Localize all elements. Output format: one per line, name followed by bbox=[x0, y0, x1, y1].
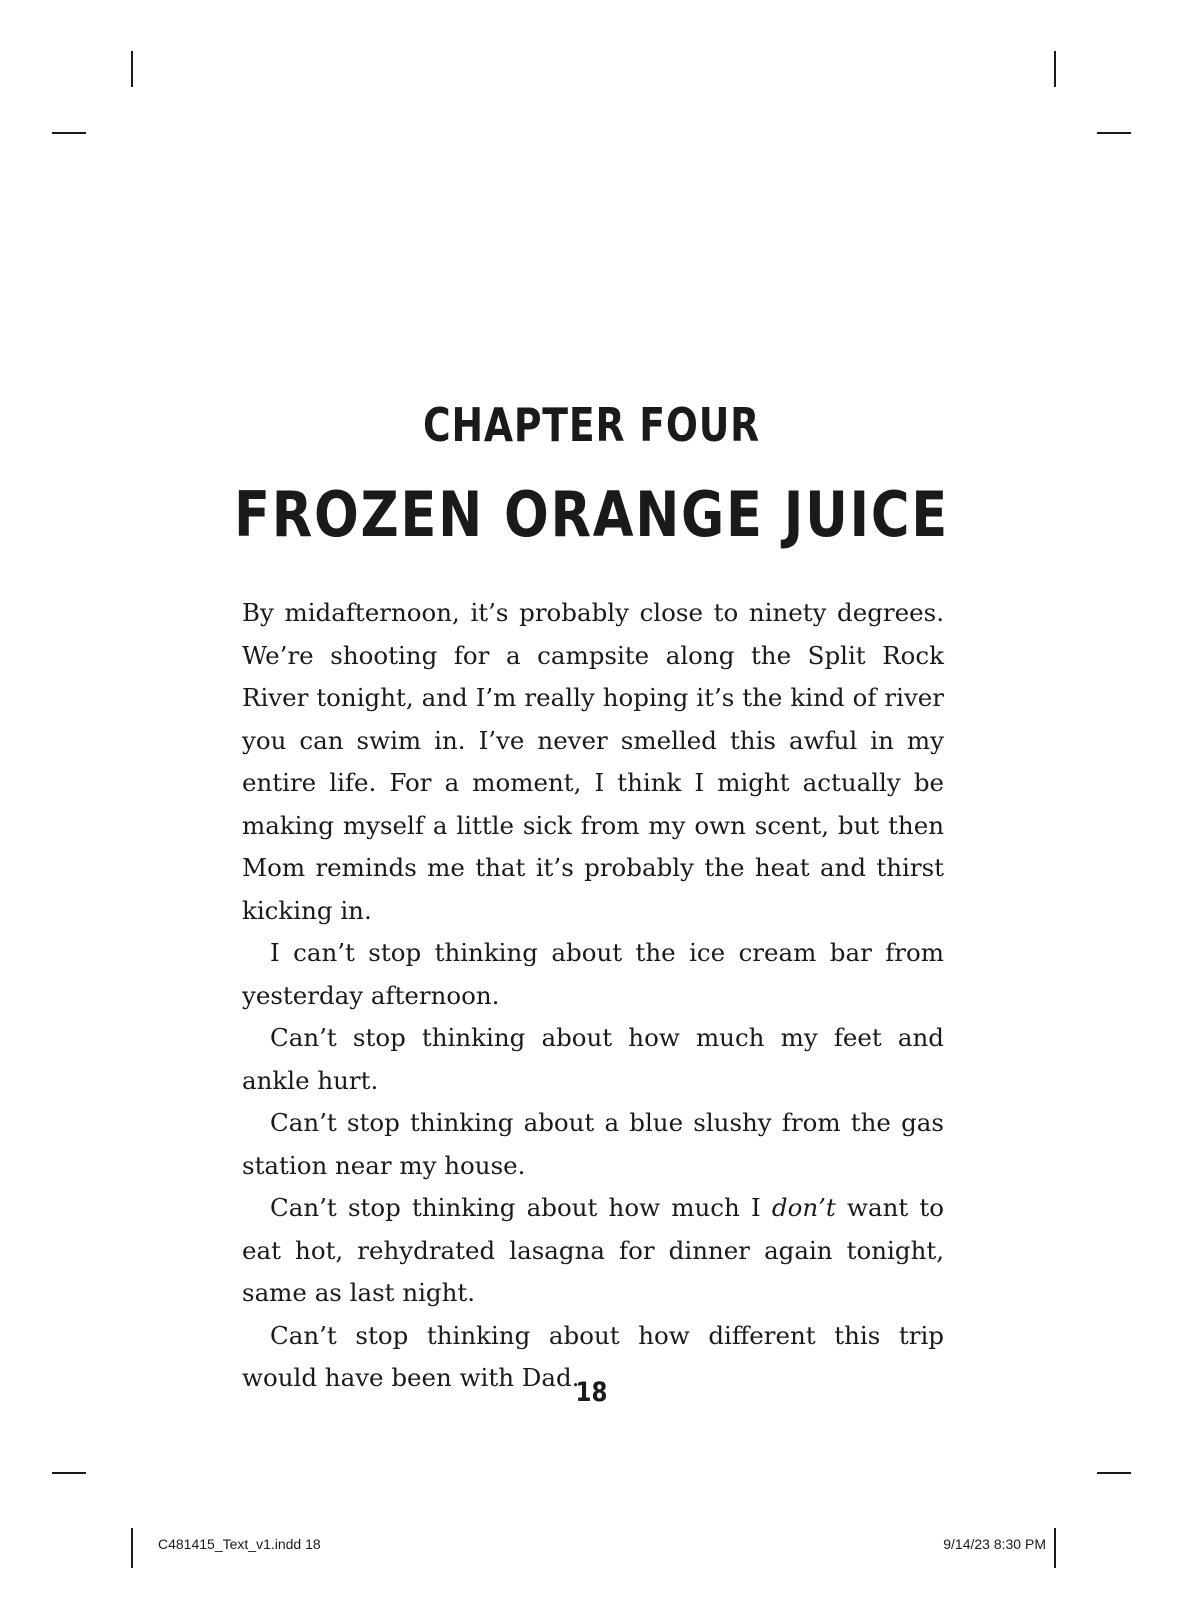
paragraph-5 bbox=[242, 1187, 944, 1315]
paragraph-5-start: Can’t stop thinking about how much I bbox=[270, 1193, 772, 1222]
paragraph-3: Can’t stop thinking about how much my feet and ankle hurt. bbox=[242, 1023, 944, 1095]
page-number: 18 bbox=[575, 1377, 608, 1408]
paragraph-5-emphasis: don’t bbox=[771, 1193, 836, 1222]
paragraph-4: Can’t stop thinking about a blue slushy from the gas station near my house. bbox=[242, 1108, 944, 1180]
crop-mark-bottom-left-horizontal bbox=[52, 1472, 86, 1474]
chapter-label: CHAPTER FOUR bbox=[422, 398, 761, 452]
slug-filename: C481415_Text_v1.indd 18 bbox=[158, 1536, 321, 1552]
crop-mark-top-left-horizontal bbox=[52, 132, 86, 134]
chapter-title: FROZEN ORANGE JUICE bbox=[234, 478, 949, 551]
crop-mark-bottom-right-horizontal bbox=[1097, 1472, 1131, 1474]
paragraph-5-end: want to eat hot, rehydrated lasagna for dinner again tonight, same as last night. bbox=[242, 1193, 945, 1307]
crop-mark-top-right-horizontal bbox=[1097, 132, 1131, 134]
crop-mark-bottom-right-vertical bbox=[1054, 1528, 1056, 1568]
body-text bbox=[242, 592, 944, 1400]
slug-timestamp: 9/14/23 8:30 PM bbox=[943, 1536, 1046, 1552]
paragraph-1: By midafternoon, it’s probably close to ninety degrees. We’re shooting for a campsite along the Split Rock River tonight, and I’m really hoping it’s the kind of river you can swim in. I’ve never smelled this awful in my entire life. For a moment, I think I might actually be making myself a little sick from my own scent, but then Mom reminds me that it’s probably the heat and thirst kicking in. bbox=[242, 598, 944, 925]
paragraph-6: Can’t stop thinking about how different this trip would have been with Dad. bbox=[242, 1320, 944, 1392]
crop-mark-top-left-vertical bbox=[131, 51, 133, 87]
crop-mark-top-right-vertical bbox=[1054, 51, 1056, 87]
paragraph-2: I can’t stop thinking about the ice cream bar from yesterday afternoon. bbox=[242, 938, 944, 1010]
crop-mark-bottom-left-vertical bbox=[131, 1528, 133, 1568]
